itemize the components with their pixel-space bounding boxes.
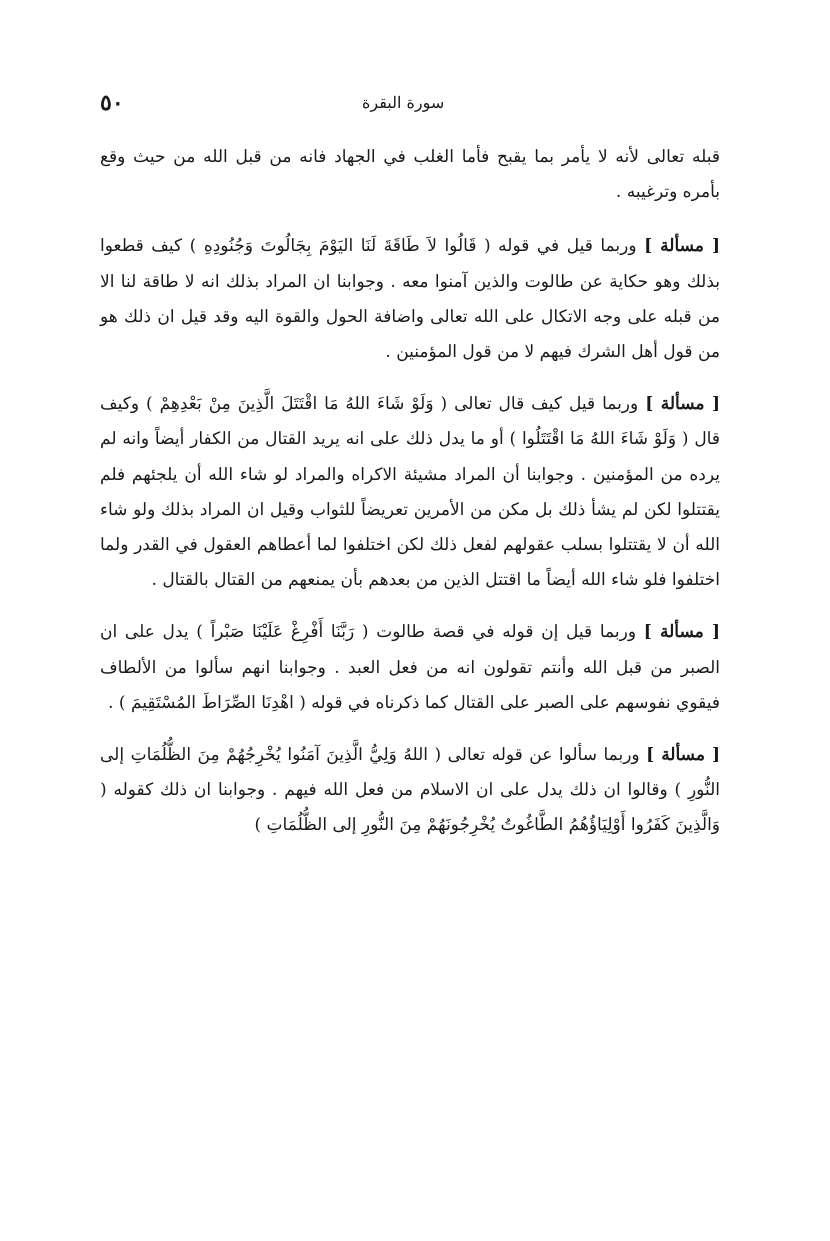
paragraph-text: قبله تعالى لأنه لا يأمر بما يقبح فأما الغلب في الجهاد فانه من قبل الله من حيث وقع بأمره وترغيبه . <box>100 147 720 203</box>
paragraph-text: وربما سألوا عن قوله تعالى ( اللهُ وَلِيُّ الَّذِينَ آمَنُوا يُخْرِجُهُمْ مِنَ الظُّلُمَاتِ إلى النُّورِ ) وقالوا ان ذلك يدل على ان الاسلام من فعل الله فيهم . وجوابنا ان ذلك كقوله ( وَالَّذِينَ كَفَرُوا أَوْلِيَاؤُهُمُ الطَّاغُوتُ يُخْرِجُونَهُمْ مِنَ النُّورِ إلى الظُّلُمَاتِ ) <box>100 745 720 836</box>
masala-label: [ مسألة ] <box>643 622 720 643</box>
paragraph-text: وربما قيل في قوله ( قَالُوا لاَ طَاقَةَ لَنَا اليَوْمَ بِجَالُوتَ وَجُنُودِهِ ) كيف قطعوا بذلك وهو حكاية عن طالوت والذين آمنوا معه . وجوابنا ان المراد بذلك انه لا طاقة لنا الا من قبله على وجه الاتكال على الله تعالى واضافة الحول والقوة اليه وقد قيل ان ذلك هو من قول أهل الشرك فيهم لا من قول المؤمنين . <box>100 236 720 363</box>
masala-label: [ مسألة ] <box>644 236 721 257</box>
paragraph-text: وربما قيل كيف قال تعالى ( وَلَوْ شَاءَ اللهُ مَا اقْتَتَلَ الَّذِينَ مِنْ بَعْدِهِمْ ) وكيف قال ( وَلَوْ شَاءَ اللهُ مَا اقْتَتَلُوا ) أو ما يدل ذلك على انه يريد القتال من الكفار أيضاً وانه لم يرده من المؤمنين . وجوابنا أن المراد مشيئة الاكراه والمراد لو شاء الله أن يلجئهم فلم يقتتلوا لكن لم يشأ ذلك بل مكن من الأمرين تعريضاً للثواب وقيل ان المراد بذلك ولو شاء الله أن لا يقتتلوا بسلب عقولهم لفعل ذلك لكن اختلفوا لما أعطاهم العقول في القدر ولما اختلفوا فلو شاء الله أيضاً ما اقتتل الذين من بعدهم بأن يمنعهم من القتال بالقتال . <box>100 394 720 591</box>
paragraph-masala-1 <box>100 229 720 370</box>
page-header <box>100 88 720 118</box>
masala-label: [ مسألة ] <box>645 394 721 415</box>
paragraph-continuation <box>100 140 720 210</box>
paragraph-masala-2 <box>100 387 720 598</box>
page-number: ٥٠ <box>100 90 124 116</box>
paragraph-text: وربما قيل إن قوله في قصة طالوت ( رَبَّنَا أَفْرِغْ عَلَيْنَا صَبْراً ) يدل على ان الصبر من قبل الله وأنتم تقولون انه من فعل العبد . وجوابنا انهم سألوا من الألطاف فيقوي نفوسهم على الصبر على القتال كما ذكرناه في قوله ( اهْدِنَا الصِّرَاطَ المُسْتَقِيمَ ) . <box>100 622 720 713</box>
paragraph-masala-4 <box>100 738 720 844</box>
page-body <box>100 140 720 861</box>
paragraph-masala-3 <box>100 615 720 721</box>
masala-label: [ مسألة ] <box>646 745 720 766</box>
running-title: سورة البقرة <box>362 93 445 112</box>
